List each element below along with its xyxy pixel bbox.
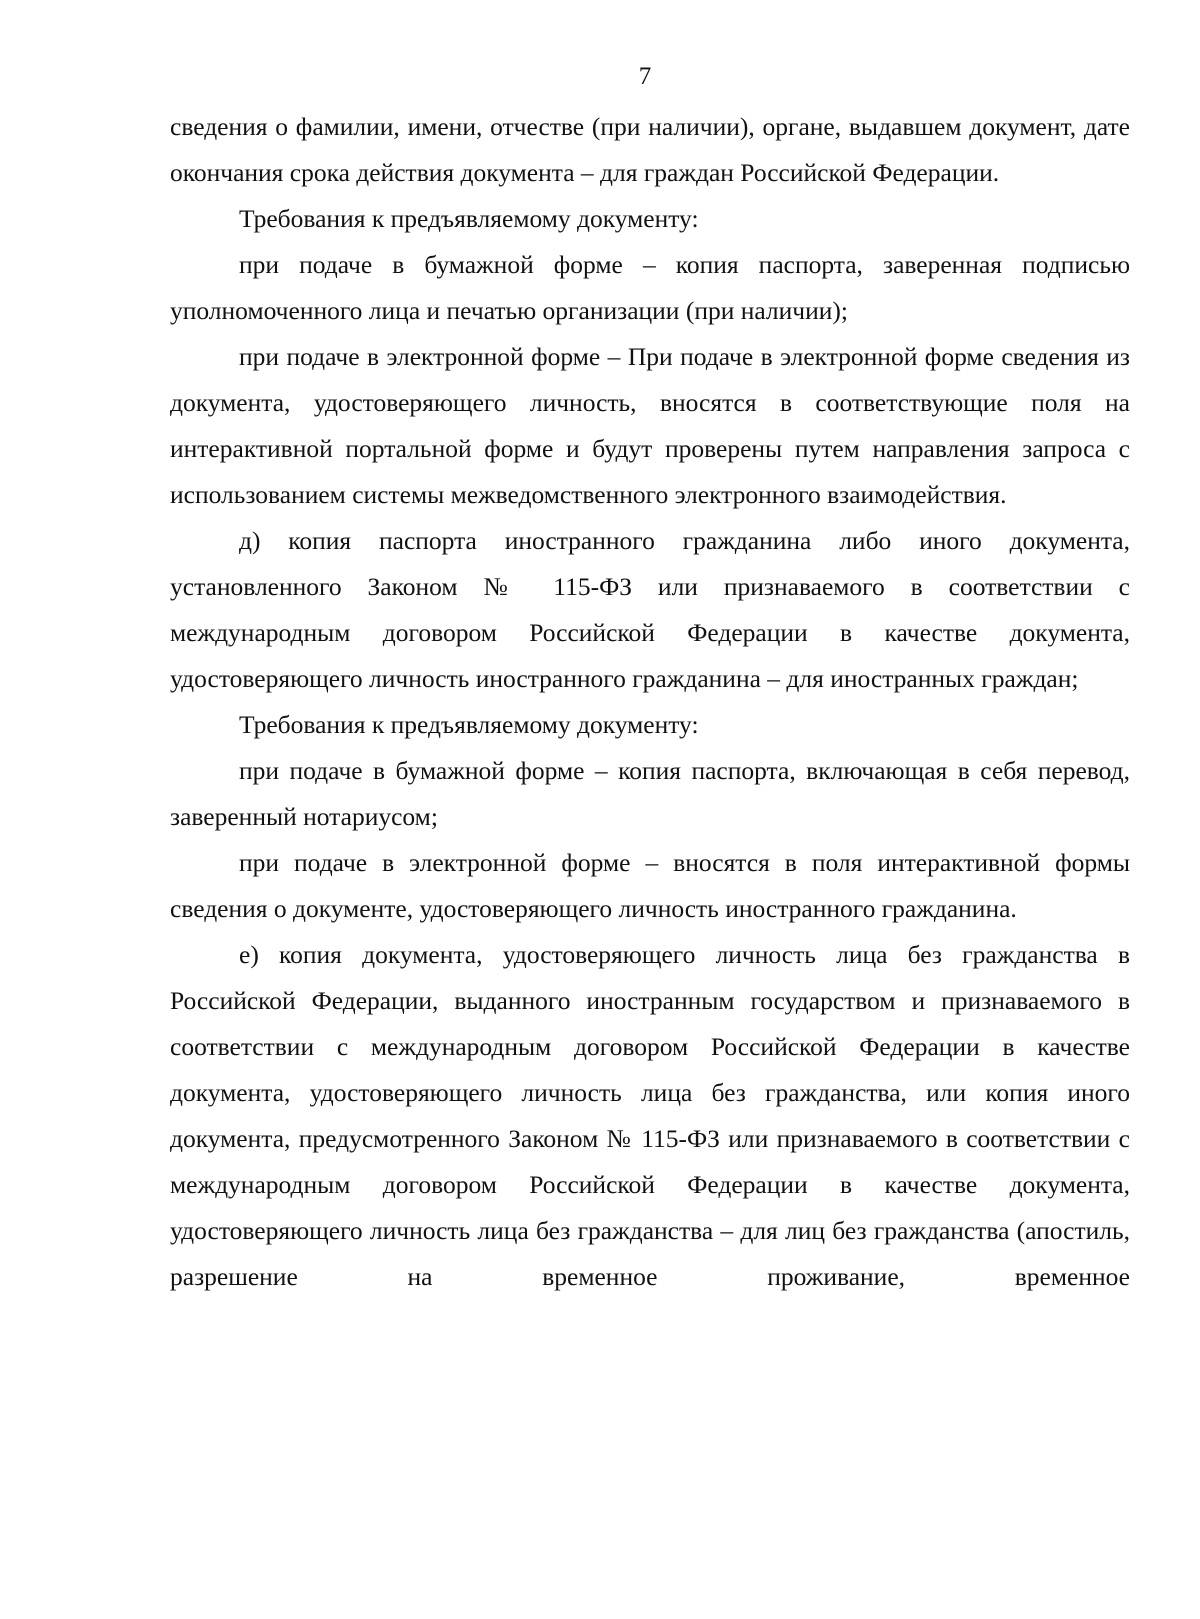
document-body — [170, 104, 1130, 1300]
paragraph-item-d: д) копия паспорта иностранного гражданина либо иного документа, установленного Законом № 115-ФЗ или признаваемого в соответствии с международным договором Российской Федерации в качестве документа, удостоверяющего личность иностранного гражданина – для иностранных граждан; — [170, 526, 1130, 693]
page-number: 7 — [638, 63, 652, 90]
paragraph-electronic-form-2: при подаче в электронной форме – вносятся в поля интерактивной формы сведения о документе, удостоверяющего личность иностранного гражданина. — [170, 848, 1130, 923]
paragraph-item-e: е) копия документа, удостоверяющего личность лица без гражданства в Российской Федерации, выданного иностранным государством и признаваемого в соответствии с международным договором Российской Федерации в качестве документа, удостоверяющего личность лица без гражданства, или копия иного документа, предусмотренного Законом № 115-ФЗ или признаваемого в соответствии с международным договором Российской Федерации в качестве документа, удостоверяющего личность лица без гражданства – для лиц без гражданства (апостиль, разрешение на временное проживание, временное — [170, 940, 1130, 1291]
paragraph-paper-form-2: при подаче в бумажной форме – копия паспорта, включающая в себя перевод, заверенный нотариусом; — [170, 756, 1130, 831]
paragraph-electronic-form: при подаче в электронной форме – При подаче в электронной форме сведения из документа, удостоверяющего личность, вносятся в соответствующие поля на интерактивной портальной форме и будут проверены путем направления запроса с использованием системы межведомственного электронного взаимодействия. — [170, 342, 1130, 509]
paragraph-requirements-heading-2: Требования к предъявляемому документу: — [239, 710, 699, 739]
paragraph-paper-form: при подаче в бумажной форме – копия паспорта, заверенная подписью уполномоченного лица и печатью организации (при наличии); — [170, 250, 1130, 325]
paragraph-continuation: сведения о фамилии, имени, отчестве (при наличии), органе, выдавшем документ, дате окончания срока действия документа – для граждан Российской Федерации. — [170, 112, 1130, 187]
paragraph-requirements-heading: Требования к предъявляемому документу: — [239, 204, 699, 233]
